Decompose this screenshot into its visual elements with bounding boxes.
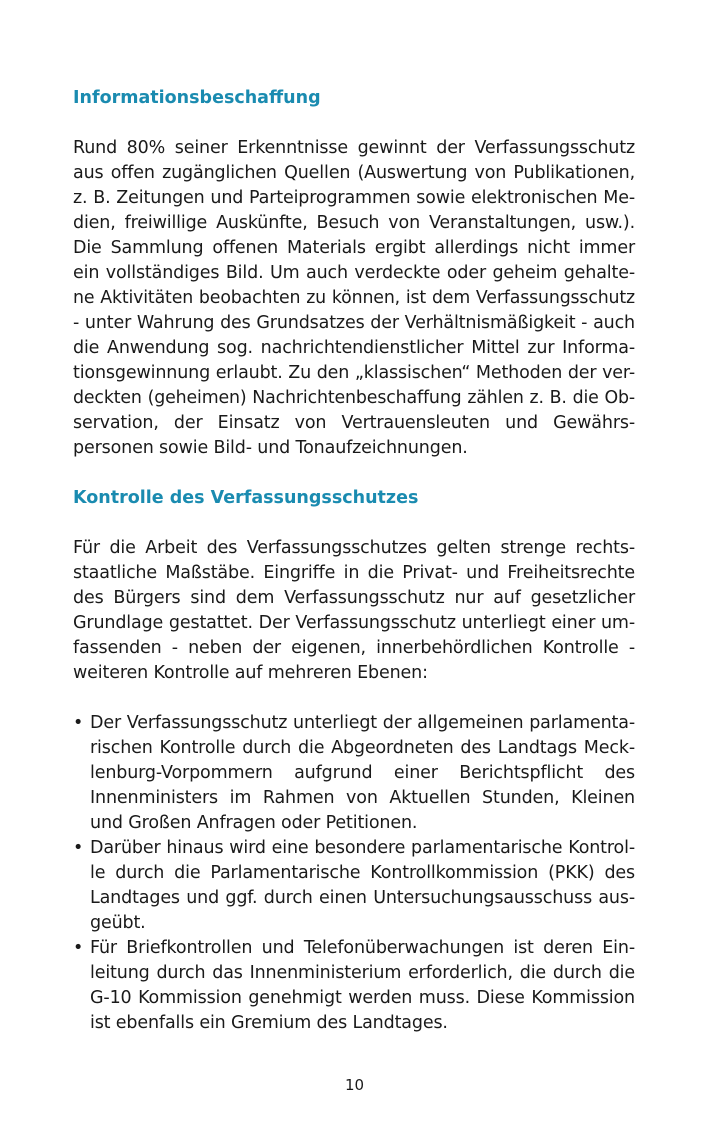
text-line: ist ebenfalls ein Gremium des Landtages.: [90, 1013, 448, 1033]
section-heading-kontrolle: Kontrolle des Verfassungsschutzes: [73, 488, 419, 508]
text-line: G-10 Kommission genehmigt werden muss. Diese Kommission: [90, 988, 635, 1008]
text-line: z. B. Zeitungen und Parteiprogrammen sowie elektronischen Me-: [73, 188, 635, 208]
text-line: Für die Arbeit des Verfassungsschutzes gelten strenge rechts-: [73, 538, 635, 558]
text-line: Grundlage gestattet. Der Verfassungsschutz unterliegt einer um-: [73, 613, 635, 633]
text-line: und Großen Anfragen oder Petitionen.: [90, 813, 418, 833]
text-line: Für Briefkontrollen und Telefonüberwachungen ist deren Ein-: [90, 938, 635, 958]
text-line: Der Verfassungsschutz unterliegt der allgemeinen parlamenta-: [90, 713, 635, 733]
bullet-icon: •: [73, 938, 84, 958]
text-line: dien, freiwillige Auskünfte, Besuch von Veranstaltungen, usw.).: [73, 213, 635, 233]
text-line: des Bürgers sind dem Verfassungsschutz nur auf gesetzlicher: [73, 588, 635, 608]
text-line: Die Sammlung offenen Materials ergibt allerdings nicht immer: [73, 238, 635, 258]
text-line: rischen Kontrolle durch die Abgeordneten des Landtags Meck-: [90, 738, 635, 758]
text-line: deckten (geheimen) Nachrichtenbeschaffung zählen z. B. die Ob-: [73, 388, 635, 408]
text-line: Rund 80% seiner Erkenntnisse gewinnt der Verfassungsschutz: [73, 138, 635, 158]
text-line: - unter Wahrung des Grundsatzes der Verhältnismäßigkeit - auch: [73, 313, 635, 333]
text-line: ein vollständiges Bild. Um auch verdeckte oder geheim gehalte-: [73, 263, 635, 283]
text-line: weiteren Kontrolle auf mehreren Ebenen:: [73, 663, 428, 683]
text-line: geübt.: [90, 913, 146, 933]
paragraph-informationsbeschaffung: [73, 136, 635, 461]
text-line: Landtages und ggf. durch einen Untersuchungsausschuss aus-: [90, 888, 635, 908]
text-line: die Anwendung sog. nachrichtendienstlicher Mittel zur Informa-: [73, 338, 635, 358]
text-line: Darüber hinaus wird eine besondere parlamentarische Kontrol-: [90, 838, 635, 858]
bullet-list: [73, 711, 635, 1036]
text-line: tionsgewinnung erlaubt. Zu den „klassischen“ Methoden der ver-: [73, 363, 635, 383]
text-line: personen sowie Bild- und Tonaufzeichnungen.: [73, 438, 468, 458]
list-item: [73, 936, 635, 1036]
text-line: leitung durch das Innenministerium erforderlich, die durch die: [90, 963, 635, 983]
bullet-icon: •: [73, 713, 84, 733]
text-line: servation, der Einsatz von Vertrauensleuten und Gewährs-: [73, 413, 635, 433]
page-content: [73, 86, 635, 1036]
list-item: [73, 711, 635, 836]
bullet-icon: •: [73, 838, 84, 858]
text-line: aus offen zugänglichen Quellen (Auswertung von Publikationen,: [73, 163, 635, 183]
text-line: lenburg-Vorpommern aufgrund einer Berichtspflicht des: [90, 763, 635, 783]
list-item: [73, 836, 635, 936]
paragraph-kontrolle: [73, 536, 635, 686]
text-line: le durch die Parlamentarische Kontrollkommission (PKK) des: [90, 863, 635, 883]
section-heading-informationsbeschaffung: Informationsbeschaffung: [73, 88, 321, 108]
page-number: 10: [344, 1076, 365, 1094]
text-line: staatliche Maßstäbe. Eingriffe in die Privat- und Freiheitsrechte: [73, 563, 635, 583]
text-line: fassenden - neben der eigenen, innerbehördlichen Kontrolle -: [73, 638, 635, 658]
text-line: ne Aktivitäten beobachten zu können, ist dem Verfassungsschutz: [73, 288, 635, 308]
text-line: Innenministers im Rahmen von Aktuellen Stunden, Kleinen: [90, 788, 635, 808]
